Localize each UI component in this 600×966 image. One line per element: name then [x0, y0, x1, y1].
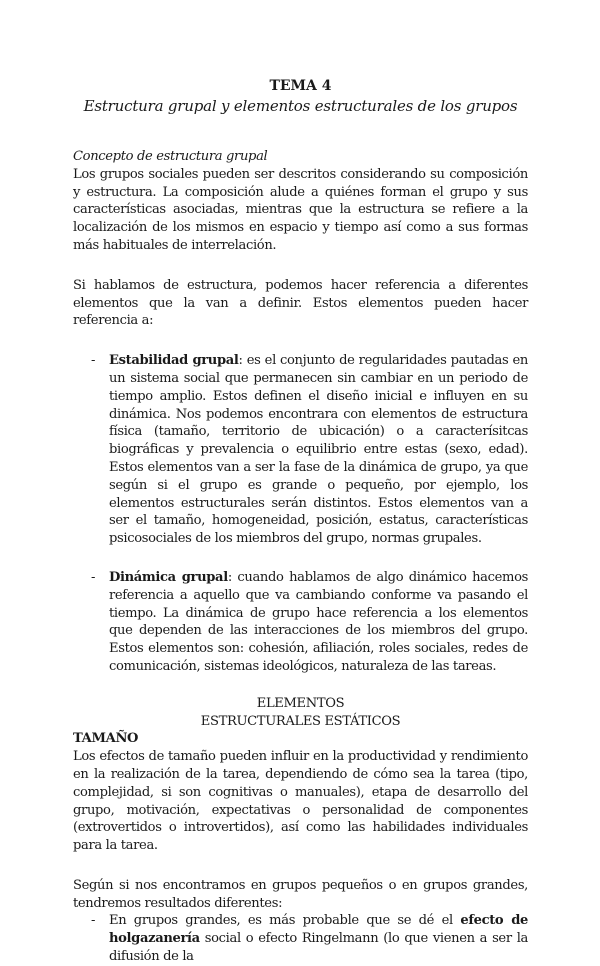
paragraph-grupos: Según si nos encontramos en grupos pequeños o en grupos grandes, tendremos resultados diferentes:	[73, 877, 528, 911]
term-estabilidad: Estabilidad grupal	[109, 353, 239, 369]
text-grupos-pre: En grupos grandes, es más probable que se dé el	[109, 913, 461, 929]
section-heading-tamano: TAMAÑO	[73, 731, 139, 747]
page-content	[73, 76, 528, 966]
paragraph-estructura: Si hablamos de estructura, podemos hacer referencia a diferentes elementos que la van a definir. Estos elementos pueden hacer referencia a:	[73, 277, 528, 329]
page-subtitle: Estructura grupal y elementos estructurales de los grupos	[83, 97, 518, 115]
grupos-list	[73, 912, 528, 965]
list-item-dinamica	[73, 569, 528, 676]
term-dinamica: Dinámica grupal	[109, 569, 228, 585]
element-list	[73, 352, 528, 676]
elementos-heading-line2: ESTRUCTURALES ESTÁTICOS	[200, 713, 401, 729]
list-item-grupos-grandes	[73, 912, 528, 965]
paragraph-composicion: Los grupos sociales pueden ser descritos considerando su composición y estructura. La composición alude a quiénes forman el grupo y sus características asociadas, mientras que la estructura se refiere a la localización de los mismos en espacio y tiempo así como a sus formas más habituales de interrelación.	[73, 166, 528, 253]
dash-bullet: -	[91, 569, 96, 585]
elementos-heading-line1: ELEMENTOS	[256, 695, 345, 711]
dash-bullet: -	[91, 913, 96, 929]
dash-bullet: -	[91, 353, 96, 369]
text-estabilidad: : es el conjunto de regularidades pautadas en un sistema social que permanecen sin cambiar en un periodo de tiempo amplio. Estos definen el diseño inicial e influyen en su dinámica. Nos podemos encontrara con elementos de estructura física (tamaño, territorio de ubicación) o a caracterísitcas biográficas y prevalencia o equilibrio entre estas (sexo, edad). Estos elementos van a ser la fase de la dinámica de grupo, ya que según si el grupo es grande o pequeño, por ejemplo, los elementos estructurales serán distintos. Estos elementos van a ser el tamaño, homogeneidad, posición, estatus, características psicosociales de los miembros del grupo, normas grupales.	[109, 353, 529, 547]
list-item-estabilidad	[73, 352, 528, 548]
paragraph-tamano: Los efectos de tamaño pueden influir en la productividad y rendimiento en la realización de la tarea, dependiendo de cómo sea la tarea (tipo, complejidad, si son cognitivas o manuales), etapa de desarrollo del grupo, motivación, expectativas o personalidad de componentes (extrovertidos o introvertidos), así como las habilidades individuales para la tarea.	[73, 749, 528, 854]
page-title: TEMA 4	[269, 78, 332, 94]
section-heading-concepto: Concepto de estructura grupal	[73, 149, 268, 164]
term-holgazaneria: efecto de holgazanería	[109, 913, 528, 947]
text-dinamica: : cuando hablamos de algo dinámico hacemos referencia a aquello que va cambiando conforme va pasando el tiempo. La dinámica de grupo hace referencia a los elementos que dependen de las interacciones de los miembros del grupo. Estos elementos son: cohesión, afiliación, roles sociales, redes de comunicación, sistemas ideológicos, naturaleza de las tareas.	[109, 569, 528, 674]
text-grupos-post: social o efecto Ringelmann (lo que vienen a ser la difusión de la	[109, 931, 528, 965]
